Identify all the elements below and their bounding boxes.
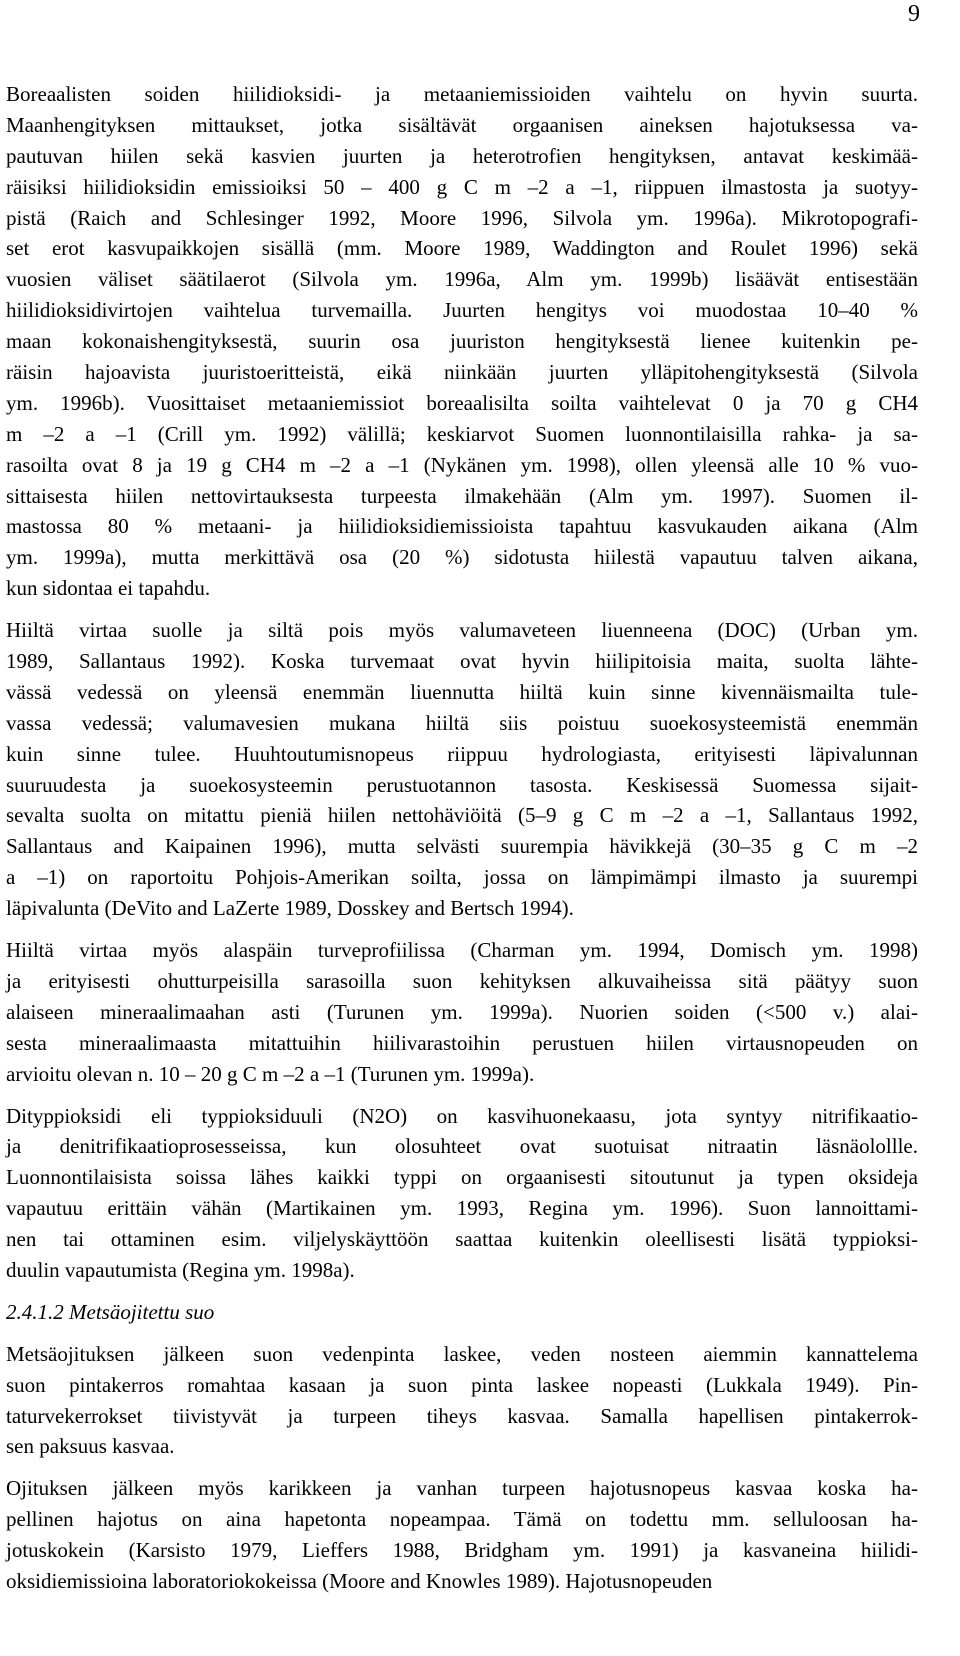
text-line: ym. 1999a), mutta merkittävä osa (20 %) sidotusta hiilestä vapautuu talven aikana,: [6, 545, 918, 570]
text-line: vuosien väliset säätilaerot (Silvola ym. 1996a, Alm ym. 1999b) lisäävät entisestään: [6, 267, 918, 292]
text-line: sesta mineraalimaasta mitattuihin hiilivarastoihin perustuen hiilen virtausnopeuden on: [6, 1030, 918, 1055]
text-line: rasoilta ovat 8 ja 19 g CH4 m –2 a –1 (Nykänen ym. 1998), ollen yleensä alle 10 % vuo-: [6, 452, 918, 477]
text-line: sen paksuus kasvaa.: [6, 1434, 175, 1459]
text-line: pistä (Raich and Schlesinger 1992, Moore 1996, Silvola ym. 1996a). Mikrotopografi-: [6, 205, 918, 230]
text-line: ja erityisesti ohutturpeisilla sarasoilla suon kehityksen alkuvaiheissa sitä päätyy suon: [6, 968, 918, 993]
text-line: ym. 1996b). Vuosittaiset metaaniemissiot boreaalisilta soilta vaihtelevat 0 ja 70 g CH4: [6, 390, 918, 415]
text-line: hiilidioksidivirtojen vaihtelua turvemailla. Juurten hengitys voi muodostaa 10–40 %: [6, 298, 918, 323]
text-line: Hiiltä virtaa myös alaspäin turveprofiilissa (Charman ym. 1994, Domisch ym. 1998): [6, 938, 918, 963]
text-line: vassa vedessä; valumavesien mukana hiiltä siis poistuu suoekosysteemistä enemmän: [6, 710, 918, 735]
body-text: [6, 79, 918, 1597]
paragraph-gap: [6, 924, 918, 935]
paragraph: [6, 615, 918, 924]
paragraph-gap: [6, 604, 918, 615]
paragraph: [6, 1101, 918, 1286]
text-line: suon pintakerros romahtaa kasaan ja suon pinta laskee nopeasti (Lukkala 1949). Pin-: [6, 1372, 918, 1397]
page-number: 9: [908, 1, 920, 27]
text-line: Luonnontilaisista soissa lähes kaikki typpi on orgaanisesti sitoutunut ja typen oksideja: [6, 1165, 918, 1190]
text-line: m –2 a –1 (Crill ym. 1992) välillä; keskiarvot Suomen luonnontilaisilla rahka- ja sa-: [6, 421, 918, 446]
text-line: duulin vapautumista (Regina ym. 1998a).: [6, 1257, 355, 1282]
text-line: Sallantaus and Kaipainen 1996), mutta selvästi suurempia hävikkejä (30–35 g C m –2: [6, 834, 918, 859]
text-line: ja denitrifikaatioprosesseissa, kun olosuhteet ovat suotuisat nitraatin läsnäolollle.: [6, 1134, 918, 1159]
text-line: arvioitu olevan n. 10 – 20 g C m –2 a –1 (Turunen ym. 1999a).: [6, 1061, 535, 1086]
text-line: sittaisesta hiilen nettovirtauksesta turpeesta ilmakehään (Alm ym. 1997). Suomen il-: [6, 483, 918, 508]
text-line: räisiksi hiilidioksidin emissioiksi 50 – 400 g C m –2 a –1, riippuen ilmastosta ja suotyy-: [6, 174, 918, 199]
paragraph: [6, 935, 918, 1089]
text-line: taturvekerrokset tiivistyvät ja turpeen tiheys kasvaa. Samalla hapellisen pintakerrok-: [6, 1403, 918, 1428]
paragraph: [6, 1473, 918, 1597]
text-line: 1989, Sallantaus 1992). Koska turvemaat ovat hyvin hiilipitoisia maita, suolta lähte-: [6, 649, 918, 674]
text-line: Boreaalisten soiden hiilidioksidi- ja metaaniemissioiden vaihtelu on hyvin suurta.: [6, 82, 918, 106]
paragraph-gap: [6, 1090, 918, 1101]
text-line: vapautuu erittäin vähän (Martikainen ym. 1993, Regina ym. 1996). Suon lannoittami-: [6, 1196, 918, 1221]
text-line: 2.4.1.2 Metsäojitettu suo: [6, 1299, 215, 1324]
text-line: läpivalunta (DeVito and LaZerte 1989, Dosskey and Bertsch 1994).: [6, 896, 574, 921]
text-line: nen tai ottaminen esim. viljelyskäyttöön saattaa kuitenkin oleellisesti lisätä typpioksi-: [6, 1227, 918, 1252]
text-line: Ojituksen jälkeen myös karikkeen ja vanhan turpeen hajotusnopeus kasvaa koska ha-: [6, 1476, 918, 1501]
text-line: kuin sinne tulee. Huuhtoutumisnopeus riippuu hydrologiasta, erityisesti läpivalunnan: [6, 741, 918, 766]
text-line: Maanhengityksen mittaukset, jotka sisältävät orgaanisen aineksen hajotuksessa va-: [6, 112, 918, 137]
text-line: Hiiltä virtaa suolle ja siltä pois myös valumaveteen liuenneena (DOC) (Urban ym.: [6, 618, 918, 643]
paragraph: [6, 79, 918, 604]
text-line: maan kokonaishengityksestä, suurin osa juuriston hengityksestä lienee kuitenkin pe-: [6, 329, 918, 354]
paragraph-gap: [6, 1328, 918, 1339]
text-line: Dityppioksidi eli typpioksiduuli (N2O) on kasvihuonekaasu, jota syntyy nitrifikaatio-: [6, 1103, 918, 1128]
text-line: oksidiemissioina laboratoriokokeissa (Moore and Knowles 1989). Hajotusnopeuden: [6, 1568, 713, 1593]
text-line: pautuvan hiilen sekä kasvien juurten ja heterotrofien hengityksen, antavat keskimää-: [6, 143, 918, 168]
text-line: sevalta suolta on mitattu pieniä hiilen nettohäviöitä (5–9 g C m –2 a –1, Sallantaus 1992,: [6, 803, 918, 828]
text-line: jotuskokein (Karsisto 1979, Lieffers 1988, Bridgham ym. 1991) ja kasvaneina hiilidi-: [6, 1538, 918, 1563]
text-line: suuruudesta ja suoekosysteemin perustuotannon tasosta. Keskisessä Suomessa sijait-: [6, 772, 918, 797]
paragraph: [6, 1339, 918, 1463]
section-heading: [6, 1297, 918, 1328]
paragraph-gap: [6, 1286, 918, 1297]
text-line: alaiseen mineraalimaahan asti (Turunen ym. 1999a). Nuorien soiden (<500 v.) alai-: [6, 999, 918, 1024]
paragraph-gap: [6, 1462, 918, 1473]
text-line: Metsäojituksen jälkeen suon vedenpinta laskee, veden nosteen aiemmin kannattelema: [6, 1341, 918, 1366]
text-line: vässä vedessä on yleensä enemmän liuennutta hiiltä kuin sinne kivennäismailta tule-: [6, 679, 918, 704]
text-line: räisin hajoavista juuristoeritteistä, eikä niinkään juurten ylläpitohengityksestä (Silvola: [6, 360, 918, 385]
text-line: mastossa 80 % metaani- ja hiilidioksidiemissioista tapahtuu kasvukauden aikana (Alm: [6, 514, 918, 539]
text-line: pellinen hajotus on aina hapetonta nopeampaa. Tämä on todettu mm. selluloosan ha-: [6, 1507, 918, 1532]
text-line: kun sidontaa ei tapahdu.: [6, 576, 211, 601]
text-line: set erot kasvupaikkojen sisällä (mm. Moore 1989, Waddington and Roulet 1996) sekä: [6, 236, 918, 261]
text-line: a –1) on raportoitu Pohjois-Amerikan soilta, jossa on lämpimämpi ilmasto ja suurempi: [6, 865, 918, 890]
